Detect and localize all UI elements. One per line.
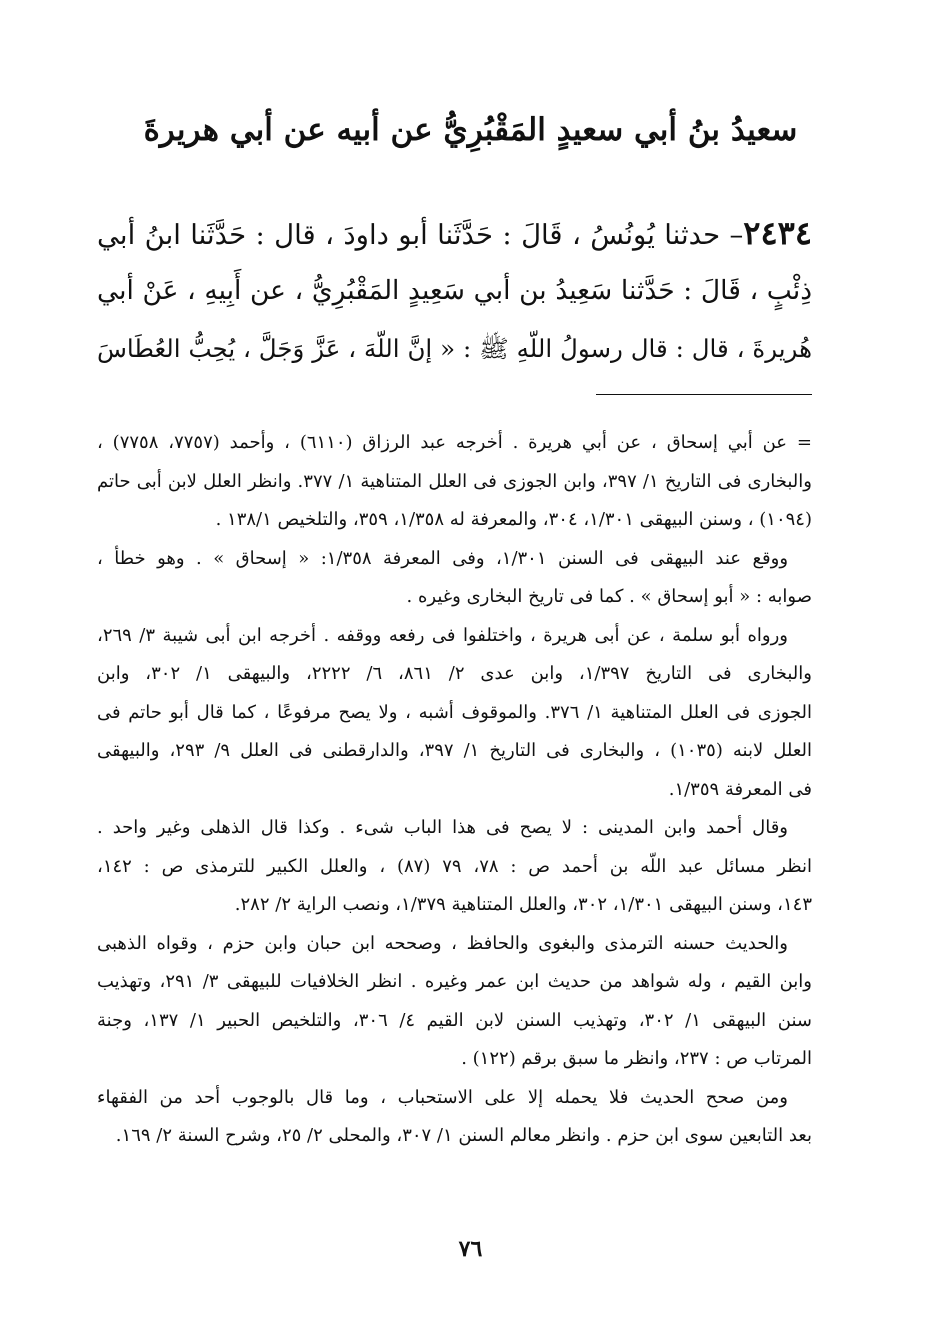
footnote-line: ١٤٣، وسنن البيهقى ١/٣٠١، ٣٠٢، والعلل المتناهية ١/٣٧٩، ونصب الراية ٢/ ٢٨٢. [234,894,812,915]
footnote-line: ووقع عند البيهقى فى السنن ١/٣٠١، وفى المعرفة ١/٣٥٨: « إسحاق » . وهو خطأ ، [97,547,789,569]
hadith-line-1 [97,204,812,262]
page-number: ٧٦ [458,1236,483,1262]
footnote-line: ومن صحح الحديث فلا يحمله إلا على الاستحباب ، وما قال بالوجوب أحد من الفقهاء [97,1086,788,1108]
footnote-line: ورواه أبو سلمة ، عن أبى هريرة ، واختلفوا فى رفعه ووقفه . أخرجه ابن أبى شيبة ٣/ ٢٦٩، [97,624,788,646]
footnote-line: = عن أبي إسحاق ، عن أبي هريرة . أخرجه عبد الرزاق (٦١١٠) ، وأحمد (٧٧٥٧، ٧٧٥٨) ، [97,432,812,453]
hadith-line-3: هُريرةَ ، قال : قال رسولُ اللّهِ ﷺ : « إنَّ اللّهَ ، عَزَّ وَجَلَّ ، يُحِبُّ العُطَاسَ [97,334,812,363]
footnote-line: فى المعرفة ١/٣٥٩. [668,778,812,800]
footnote-line: وابن القيم ، وله شواهد من حديث ابن عمر وغيره . انظر الخلافيات للبيهقى ٣/ ٢٩١، وتهذيب [97,971,812,992]
footnote-line: المرتاب ص : ٢٣٧، وانظر ما سبق برقم (١٢٢) . [461,1048,812,1069]
footnote-line: سنن البيهقى ١/ ٣٠٢، وتهذيب السنن لابن القيم ٤/ ٣٠٦، والتلخيص الحبير ١/ ١٣٧، وجنة [97,1009,812,1031]
footnote-line: انظر مسائل عبد اللّه بن أحمد ص : ٧٨، ٧٩ (٨٧) ، والعلل الكبير للترمذى ص : ١٤٢، [97,855,812,877]
footnote-separator [596,394,812,395]
footnote-paragraph [97,809,812,925]
footnote-line: (١٠٩٤) ، وسنن البيهقى ١/٣٠١، ٣٠٤، والمعرفة له ١/٣٥٨، ٣٥٩، والتلخيص ١٣٨/١ . [215,509,812,530]
chapter-title: سعيدُ بنُ أبي سعيدٍ المَقْبُرِيُّ عن أبيه عن أبي هريرةَ [143,112,798,148]
footnotes [97,424,812,1156]
footnote-paragraph [97,540,812,617]
hadith-line-text: – حدثنا يُونُسُ ، قَالَ : حَدَّثَنا أبو داودَ ، قال : حَدَّثَنا ابنُ أبي [97,219,744,251]
footnote-line: والحديث حسنه الترمذى والبغوى والحافظ ، وصححه ابن حبان وابن حزم ، وقواه الذهبى [97,932,788,954]
footnote-line: والبخارى فى التاريخ ١/ ٣٩٧، وابن الجوزى فى العلل المتناهية ١/ ٣٧٧. وانظر العلل لابن أبى حاتم [97,470,812,492]
footnote-line: الجوزى فى العلل المتناهية ١/ ٣٧٦. والموقوف أشبه ، ولا يصح مرفوعًا ، كما قال أبو حاتم فى [97,701,812,723]
hadith-line-2: ذِئْبٍ ، قَالَ : حَدَّثنا سَعِيدُ بن أبي سَعِيدٍ المَقْبُرِيُّ ، عن أَبِيهِ ، عَنْ أبي [97,275,812,306]
footnote-paragraph [97,925,812,1079]
footnote-line: بعد التابعين سوى ابن حزم . وانظر معالم السنن ١/ ٣٠٧، والمحلى ٢/ ٢٥، وشرح السنة ٢/ ١٦٩. [115,1125,812,1146]
footnote-line: وقال أحمد وابن المدينى : لا يصح فى هذا الباب شىء . وكذا قال الذهلى وغير واحد . [97,817,788,838]
footnote-paragraph [97,1079,812,1156]
footnote-paragraph [97,424,812,540]
footnote-line: والبخارى فى التاريخ ١/٣٩٧، وابن عدى ٢/ ٨٦١، ٦/ ٢٢٢٢، والبيهقى ١/ ٣٠٢، وابن [97,663,812,684]
footnote-paragraph [97,617,812,810]
hadith-text [97,204,812,378]
footnote-line: صوابه : « أبو إسحاق » . كما فى تاريخ البخارى وغيره . [406,586,812,607]
footnote-line: العلل لابنه (١٠٣٥) ، والبخارى فى التاريخ ١/ ٣٩٧، والدارقطنى فى العلل ٩/ ٢٩٣، والبيهقى [97,740,812,761]
hadith-number: ٢٤٣٤ [743,214,812,252]
